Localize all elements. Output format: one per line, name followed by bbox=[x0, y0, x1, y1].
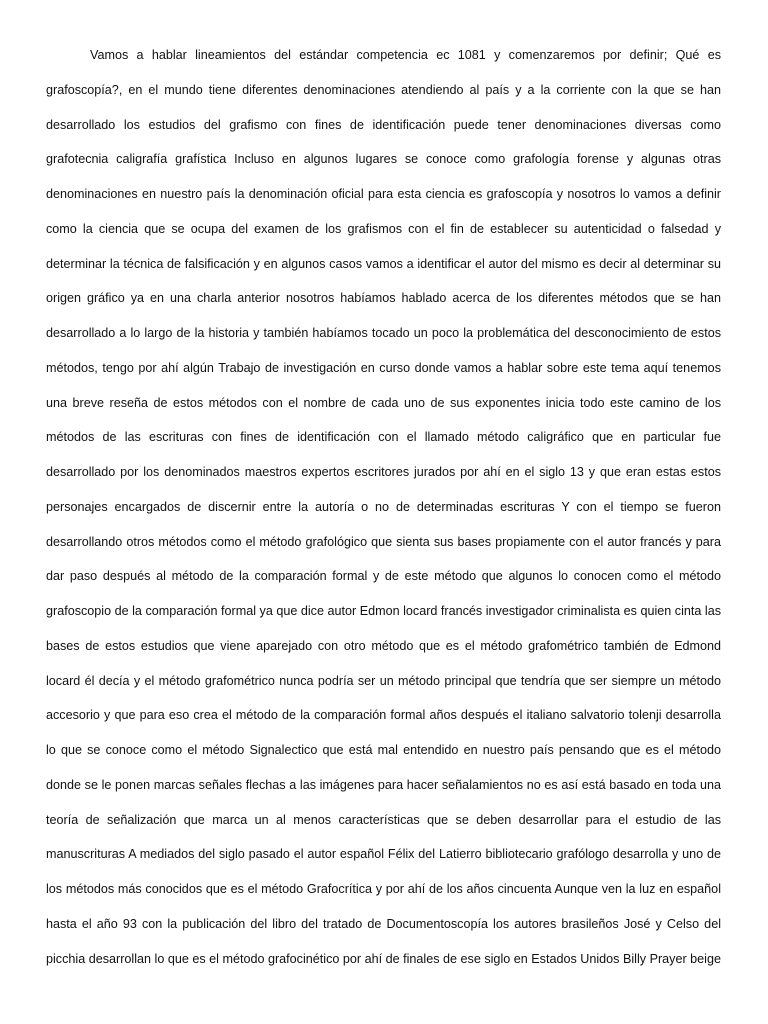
paragraph-line: lo que se conoce como el método Signalectico que está mal entendido en nuestro país pensando que es el método bbox=[46, 743, 721, 757]
paragraph-line: Vamos a hablar lineamientos del estándar competencia ec 1081 y comenzaremos por definir; Qué es bbox=[90, 48, 721, 62]
paragraph-line: locard él decía y el método grafométrico nunca podría ser un método principal que tendría que ser siempre un método bbox=[46, 674, 721, 688]
paragraph-line: accesorio y que para eso crea el método de la comparación formal años después el italiano salvatorio tolenji desarrolla bbox=[46, 708, 721, 722]
paragraph-line: bases de estos estudios que viene aparejado con otro método que es el método grafométrico también de Edmond bbox=[46, 639, 721, 653]
paragraph-line: grafoscopio de la comparación formal ya que dice autor Edmon locard francés investigador criminalista es quien cinta las bbox=[46, 604, 721, 618]
paragraph-line: picchia desarrollan lo que es el método grafocinético por ahí de finales de ese siglo en Estados Unidos Billy Prayer beige bbox=[46, 952, 721, 966]
paragraph-line: denominaciones en nuestro país la denominación oficial para esta ciencia es grafoscopía y nosotros lo vamos a definir bbox=[46, 187, 721, 201]
paragraph-line: personajes encargados de discernir entre la autoría o no de determinadas escrituras Y con el tiempo se fueron bbox=[46, 500, 721, 514]
paragraph-line: determinar la técnica de falsificación y en algunos casos vamos a identificar el autor del mismo es decir al determinar su bbox=[46, 257, 721, 271]
paragraph-line: teoría de señalización que marca un al menos características que se deben desarrollar para el estudio de las bbox=[46, 813, 721, 827]
paragraph-line: desarrollado a lo largo de la historia y también habíamos tocado un poco la problemática del desconocimiento de estos bbox=[46, 326, 721, 340]
paragraph-line: como la ciencia que se ocupa del examen de los grafismos con el fin de establecer su autenticidad o falsedad y bbox=[46, 222, 721, 236]
paragraph-line: los métodos más conocidos que es el método Grafocrítica y por ahí de los años cincuenta Aunque ven la luz en español bbox=[46, 882, 721, 896]
paragraph-line: manuscrituras A mediados del siglo pasado el autor español Félix del Latierro bibliotecario grafólogo desarrolla y uno de bbox=[46, 847, 721, 861]
paragraph-line: hasta el año 93 con la publicación del libro del tratado de Documentoscopía los autores brasileños José y Celso del bbox=[46, 917, 721, 931]
paragraph-line: desarrollado los estudios del grafismo con fines de identificación puede tener denominaciones diversas como bbox=[46, 118, 721, 132]
paragraph-line: donde se le ponen marcas señales flechas a las imágenes para hacer señalamientos no es así está basado en toda una bbox=[46, 778, 721, 792]
paragraph-line: una breve reseña de estos métodos con el nombre de cada uno de sus exponentes inicia todo este camino de los bbox=[46, 396, 721, 410]
paragraph-line: grafoscopía?, en el mundo tiene diferentes denominaciones atendiendo al país y a la corriente con la que se han bbox=[46, 83, 721, 97]
paragraph-line: métodos de las escrituras con fines de identificación con el llamado método caligráfico que en particular fue bbox=[46, 430, 721, 444]
paragraph-line: origen gráfico ya en una charla anterior nosotros habíamos hablado acerca de los diferentes métodos que se han bbox=[46, 291, 721, 305]
paragraph-line: grafotecnia caligrafía grafística Incluso en algunos lugares se conoce como grafología forense y algunas otras bbox=[46, 152, 721, 166]
paragraph-line: desarrollando otros métodos como el método grafológico que sienta sus bases propiamente con el autor francés y para bbox=[46, 535, 721, 549]
paragraph-line: dar paso después al método de la comparación formal y de este método que algunos lo conocen como el método bbox=[46, 569, 721, 583]
paragraph-line: desarrollado por los denominados maestros expertos escritores jurados por ahí en el siglo 13 y que eran estas estos bbox=[46, 465, 721, 479]
paragraph-line: métodos, tengo por ahí algún Trabajo de investigación en curso donde vamos a hablar sobre este tema aquí tenemos bbox=[46, 361, 721, 375]
